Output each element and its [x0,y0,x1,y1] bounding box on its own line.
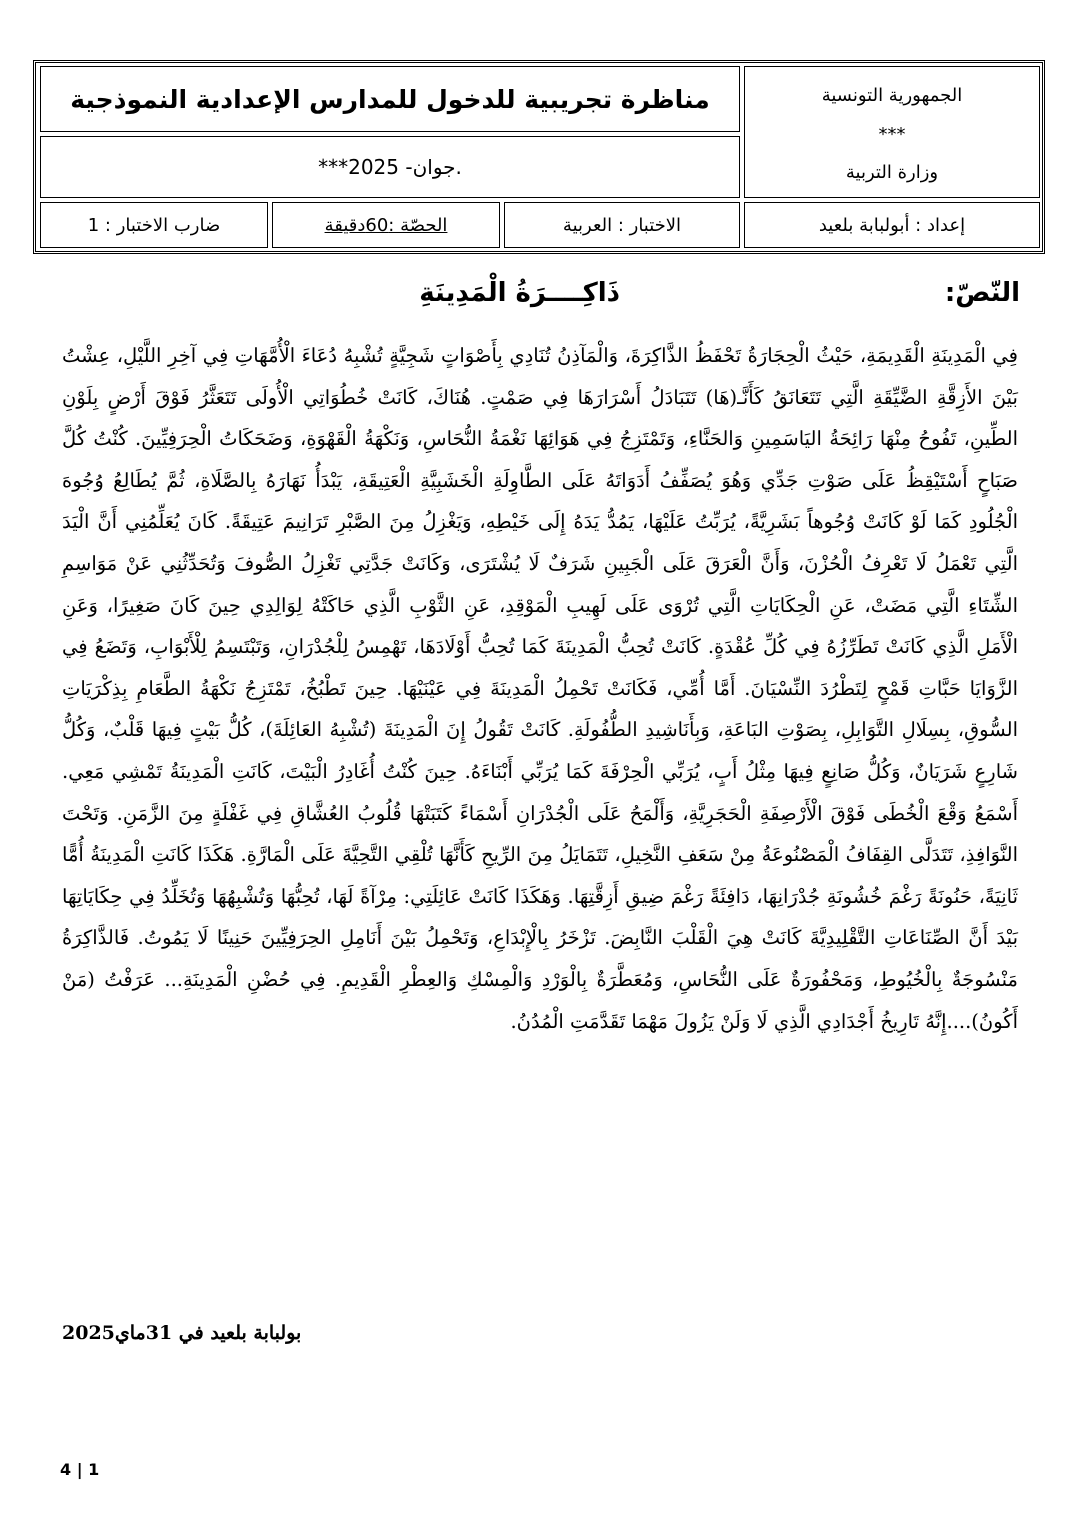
author-signature: بولبابة بلعيد في 31ماي2025 [62,1322,302,1344]
story-paragraph: فِي الْمَدِينَةِ الْقَدِيمَةِ، حَيْثُ الْحِجَارَةُ تَحْفَظُ الذَّاكِرَةَ، وَالْمَآذِنُ تُنَادِي بِأَصْوَاتٍ شَجِيَّةٍ تُشْبِهُ دُعَاءَ الْأُمَّهَاتِ فِي آخِرِ اللَّيْلِ، عِشْتُ بَيْنَ الأَزِقَّةِ الضَّيِّقَةِ الَّتِي تَتَعَانَقُ كَأَنَّـ(هَا) تَتَبَادَلُ أَسْرَارَهَا فِي صَمْتٍ. هُنَاكَ، كَانَتْ خُطُوَاتِي الْأُولَى تَتَعَثَّرُ فَوْقَ أَرْضٍ بِلَوْنِ الطِّينِ، تَفُوحُ مِنْهَا رَائِحَةُ اليَاسَمِينِ وَالحَنَّاءِ، وَتَمْتَزِجُ فِي هَوَائِهَا نَغْمَةُ النُّحَاسِ، وَنَكْهَةُ الْقَهْوَةِ، وَضَحَكَاتُ الْحِرَفِيِّينَ. كُنْتُ كُلَّ صَبَاحٍ أَسْتَيْقِظُ عَلَى صَوْتِ جَدِّي وَهُوَ يُصَفِّفُ أَدَوَاتَهُ عَلَى الطَّاوِلَةِ الْخَشَبِيَّةِ الْعَتِيقَةِ، يَبْدَأُ نَهَارَهُ بِالصَّلَاةِ، ثُمَّ يُطَالِعُ وُجُوهَ الْجُلُودِ كَمَا لَوْ كَانَتْ وُجُوهاً بَشَرِيَّةً، يُرَبِّتُ عَلَيْهَا، يَمُدُّ يَدَهُ إِلَى خَيْطِهِ، وَيَغْزِلُ مِنَ الصَّبْرِ تَرَانِيمَ عَتِيقَةً. كَانَ يُعَلِّمُنِي أَنَّ الْيَدَ الَّتِي تَعْمَلُ لَا تَعْرِفُ الْحُزْنَ، وَأَنَّ الْعَرَقَ عَلَى الْجَبِينِ شَرَفٌ لَا يُشْتَرَى، وَكَانَتْ جَدَّتِي تَغْزِلُ الصُّوفَ وَتُحَدِّثُنِي عَنْ مَوَاسِمِ الشِّتَاءِ الَّتِي مَضَتْ، عَنِ الْحِكَايَاتِ الَّتِي تُرْوَى عَلَى لَهِيبِ الْمَوْقِدِ، عَنِ الثَّوْبِ الَّذِي حَاكَتْهُ لِوَالِدِي حِينَ كَانَ صَغِيرًا، وَعَنِ الْأَمَلِ الَّذِي كَانَتْ تَطَرِّزُهُ فِي كُلِّ عُقْدَةٍ. كَانَتْ تُحِبُّ الْمَدِينَةَ كَمَا تُحِبُّ أَوْلَادَهَا، تَهْمِسُ لِلْجُدْرَانِ، وَتَبْتَسِمُ لِلْأَبْوَابِ، وَتَضَعُ فِي الزَّوَايَا حَبَّاتِ قَمْحٍ لِتَطْرُدَ النِّسْيَانَ. أَمَّا أُمِّي، فَكَانَتْ تَحْمِلُ الْمَدِينَةَ فِي عَيْنَيْهَا. حِينَ تَطْبُخُ، تَمْتَزِجُ نَكْهَةُ الطَّعَامِ بِذِكْرَيَاتِ السُّوقِ، بِسِلَالِ التَّوَابِلِ، بِصَوْتِ البَاعَةِ، وَبِأَنَاشِيدِ الطُّفُولَةِ. كَانَتْ تَقُولُ إِنَ الْمَدِينَةَ (تُشْبِهُ العَائِلَةَ)، كُلُّ بَيْتٍ فِيهَا قَلْبٌ، وَكُلُّ شَارِعٍ شَرَيَانٌ، وَكُلُّ صَانِعٍ فِيهَا مِثْلُ أَبٍ، يُرَبِّي الْحِرْفَةَ كَمَا يُرَبِّي أَبْنَاءَهُ. حِينَ كُنْتُ أُغَادِرُ الْبَيْتَ، كَانَتِ الْمَدِينَةُ تَمْشِي مَعِي. أَسْمَعُ وَقْعَ الْخُطَى فَوْقَ الْأَرْصِفَةِ الْحَجَرِيَّةِ، وَأَلْمَحُ عَلَى الْجُدْرَانِ أَسْمَاءً كَتَبَتْهَا قُلُوبُ العُشَّاقِ فِي غَفْلَةٍ مِنَ الزَّمَنِ. وَتَحْتَ النَّوَافِذِ، تَتَدَلَّى القِفَافُ الْمَصْنُوعَةُ مِنْ سَعَفِ النَّخِيلِ، تَتَمَايَلُ مِنَ الرِّيحِ كَأَنَّهَا تُلْقِي التَّحِيَّةَ عَلَى الْمَارَّةِ. هَكَذَا كَانَتِ الْمَدِينَةُ أُمًّا ثَانِيَةً، حَنُونَةً رَغْمَ خُشُونَةِ جُدْرَانِهَا، دَافِئَةً رَغْمَ ضِيقِ أَزِقَّتِهَا. وَهَكَذَا كَانَتْ عَائِلَتِي: مِرْآةً لَهَا، تُحِبُّهَا وَتُشْبِهُهَا وَتُخَلِّدُ فِي حِكَايَاتِهَا بَيْدَ أَنَّ الصِّنَاعَاتِ التَّقْلِيدِيَّةَ كَانَتْ هِيَ الْقَلْبَ النَّابِضَ. تَزْخَرُ بِالْإِبْدَاعِ، وَتَحْمِلُ بَيْنَ أَنَامِلِ الحِرَفِيِّينَ حَنِينًا لَا يَمُوتُ. فَالذَّاكِرَةُ مَنْسُوجَةٌ بِالْخُيُوطِ، وَمَحْفُورَةٌ عَلَى النُّحَاسِ، وَمُعَطَّرَةٌ بِالْوَرْدِ وَالْمِسْكِ وَالعِطْرِ الْقَدِيمِ. فِي حُضْنِ الْمَدِينَةِ... عَرَفْتُ (مَنْ أَكُونُ)....إِنَّهُ تَارِيخُ أَجْدَادِي الَّذِي لَا وَلَنْ يَزُولَ مَهْمَا تَقَدَّمَتِ الْمُدُنُ. [62,344,1018,1033]
story-title: ذَاكِــــرَةُ الْمَدِينَةِ [419,278,620,308]
exam-duration [272,202,500,248]
stars-separator: *** [878,123,906,145]
ministry-block [744,66,1040,198]
exam-duration-text: الحصّة :60دقيقة [324,214,448,236]
page-number: 4 | 1 [60,1460,100,1479]
text-title-row [60,278,1020,322]
exam-subject: الاختبار : العربية [504,202,740,248]
ministry-name: وزارة التربية [845,162,939,183]
country-name: الجمهورية التونسية [821,85,963,106]
exam-coefficient: ضارب الاختبار : 1 [40,202,268,248]
exam-date: ***2025 -جوان. [40,136,740,198]
exam-header [33,60,1045,254]
exam-author: إعداد : أبولبابة بلعيد [744,202,1040,248]
text-label: النّصّ: [944,278,1020,308]
contest-title: مناظرة تجريبية للدخول للمدارس الإعدادية النموذجية [40,66,740,132]
